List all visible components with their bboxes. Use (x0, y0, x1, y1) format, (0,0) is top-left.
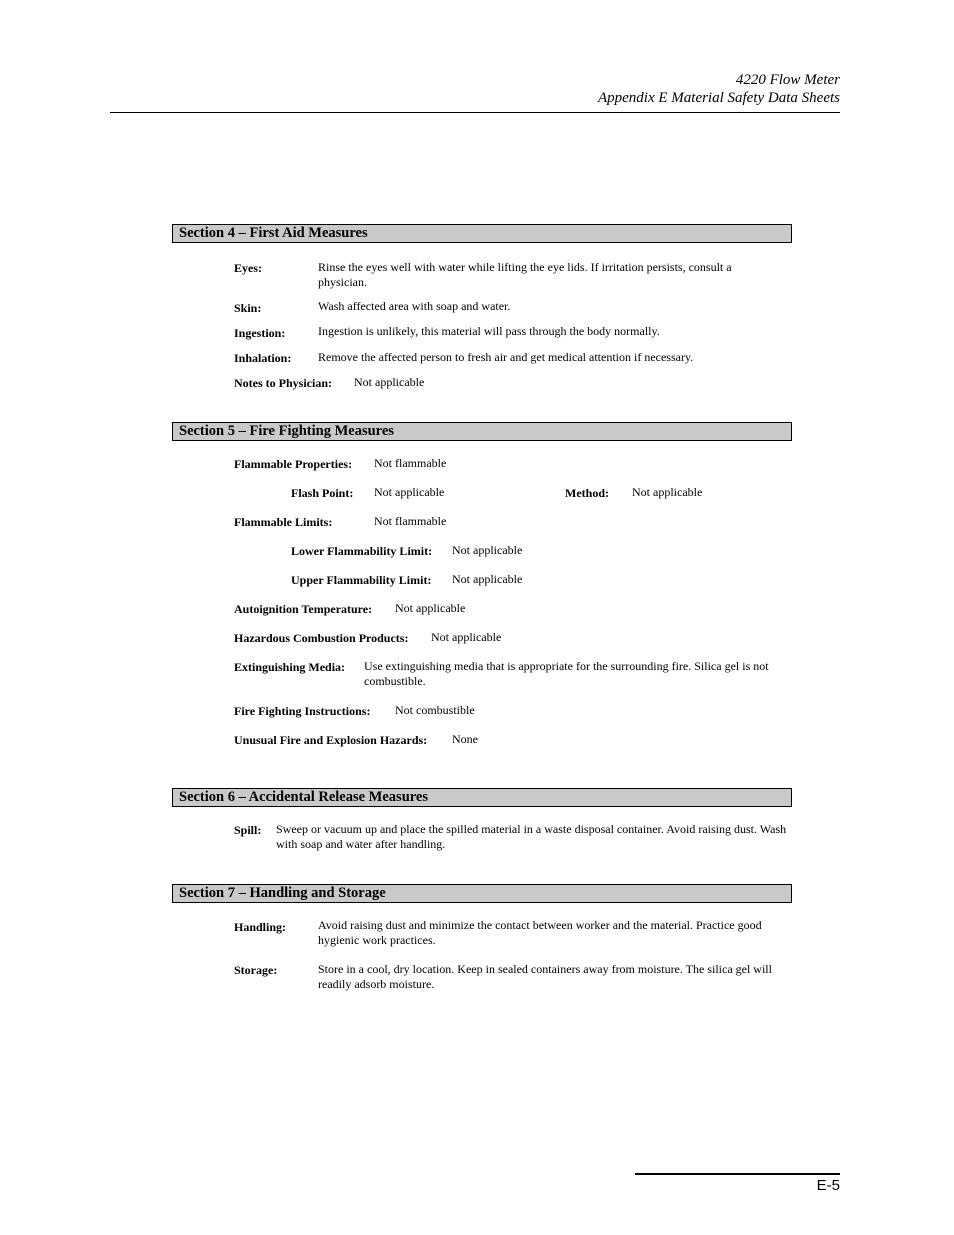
flammable-properties-value: Not flammable (374, 456, 447, 470)
storage-label: Storage: (234, 963, 278, 977)
lower-flammability-limit-value: Not applicable (452, 543, 523, 557)
fire-fighting-instructions-value: Not combustible (395, 703, 475, 717)
handling-value: Avoid raising dust and minimize the contact between worker and the material. Practice good hygienic work practices. (318, 918, 762, 947)
upper-flammability-limit-label: Upper Flammability Limit: (291, 573, 432, 587)
section-7-heading: Section 7 – Handling and Storage (172, 884, 792, 903)
handling-label: Handling: (234, 920, 287, 934)
flash-point-value: Not applicable (374, 485, 445, 499)
header-rule (110, 112, 840, 113)
section-4-heading: Section 4 – First Aid Measures (172, 224, 792, 243)
hazardous-combustion-products-label: Hazardous Combustion Products: (234, 631, 409, 645)
page-number: E-5 (816, 1177, 840, 1194)
autoignition-temperature-value: Not applicable (395, 601, 466, 615)
storage-value: Store in a cool, dry location. Keep in sealed containers away from moisture. The silica gel will readily adsorb moisture. (318, 962, 772, 991)
spill-value: Sweep or vacuum up and place the spilled material in a waste disposal container. Avoid raising dust. Wash with soap and water after handling. (276, 822, 787, 851)
footer-rule (635, 1173, 840, 1175)
flammable-limits-label: Flammable Limits: (234, 515, 333, 529)
unusual-hazards-value: None (452, 732, 478, 746)
extinguishing-media-value: Use extinguishing media that is appropriate for the surrounding fire. Silica gel is not combustible. (364, 659, 769, 688)
lower-flammability-limit-label: Lower Flammability Limit: (291, 544, 433, 558)
upper-flammability-limit-value: Not applicable (452, 572, 523, 586)
section-6-heading: Section 6 – Accidental Release Measures (172, 788, 792, 807)
section-5-heading: Section 5 – Fire Fighting Measures (172, 422, 792, 441)
unusual-hazards-label: Unusual Fire and Explosion Hazards: (234, 733, 428, 747)
notes-to-physician-value: Not applicable (354, 375, 425, 389)
eyes-value: Rinse the eyes well with water while lifting the eye lids. If irritation persists, consult a physician. (318, 260, 732, 289)
hazardous-combustion-products-value: Not applicable (431, 630, 502, 644)
method-label: Method: (565, 486, 609, 500)
skin-value: Wash affected area with soap and water. (318, 299, 511, 313)
skin-label: Skin: (234, 301, 262, 315)
flash-point-label: Flash Point: (291, 486, 354, 500)
flammable-limits-value: Not flammable (374, 514, 447, 528)
eyes-label: Eyes: (234, 261, 262, 275)
header-appendix-title: Appendix E Material Safety Data Sheets (597, 90, 840, 106)
extinguishing-media-label: Extinguishing Media: (234, 660, 346, 674)
notes-to-physician-label: Notes to Physician: (234, 376, 332, 390)
method-value: Not applicable (632, 485, 703, 499)
inhalation-value: Remove the affected person to fresh air and get medical attention if necessary. (318, 350, 694, 364)
autoignition-temperature-label: Autoignition Temperature: (234, 602, 373, 616)
flammable-properties-label: Flammable Properties: (234, 457, 353, 471)
ingestion-value: Ingestion is unlikely, this material will pass through the body normally. (318, 324, 660, 338)
spill-label: Spill: (234, 823, 262, 837)
fire-fighting-instructions-label: Fire Fighting Instructions: (234, 704, 371, 718)
header-product-title: 4220 Flow Meter (735, 72, 840, 88)
ingestion-label: Ingestion: (234, 326, 286, 340)
inhalation-label: Inhalation: (234, 351, 292, 365)
